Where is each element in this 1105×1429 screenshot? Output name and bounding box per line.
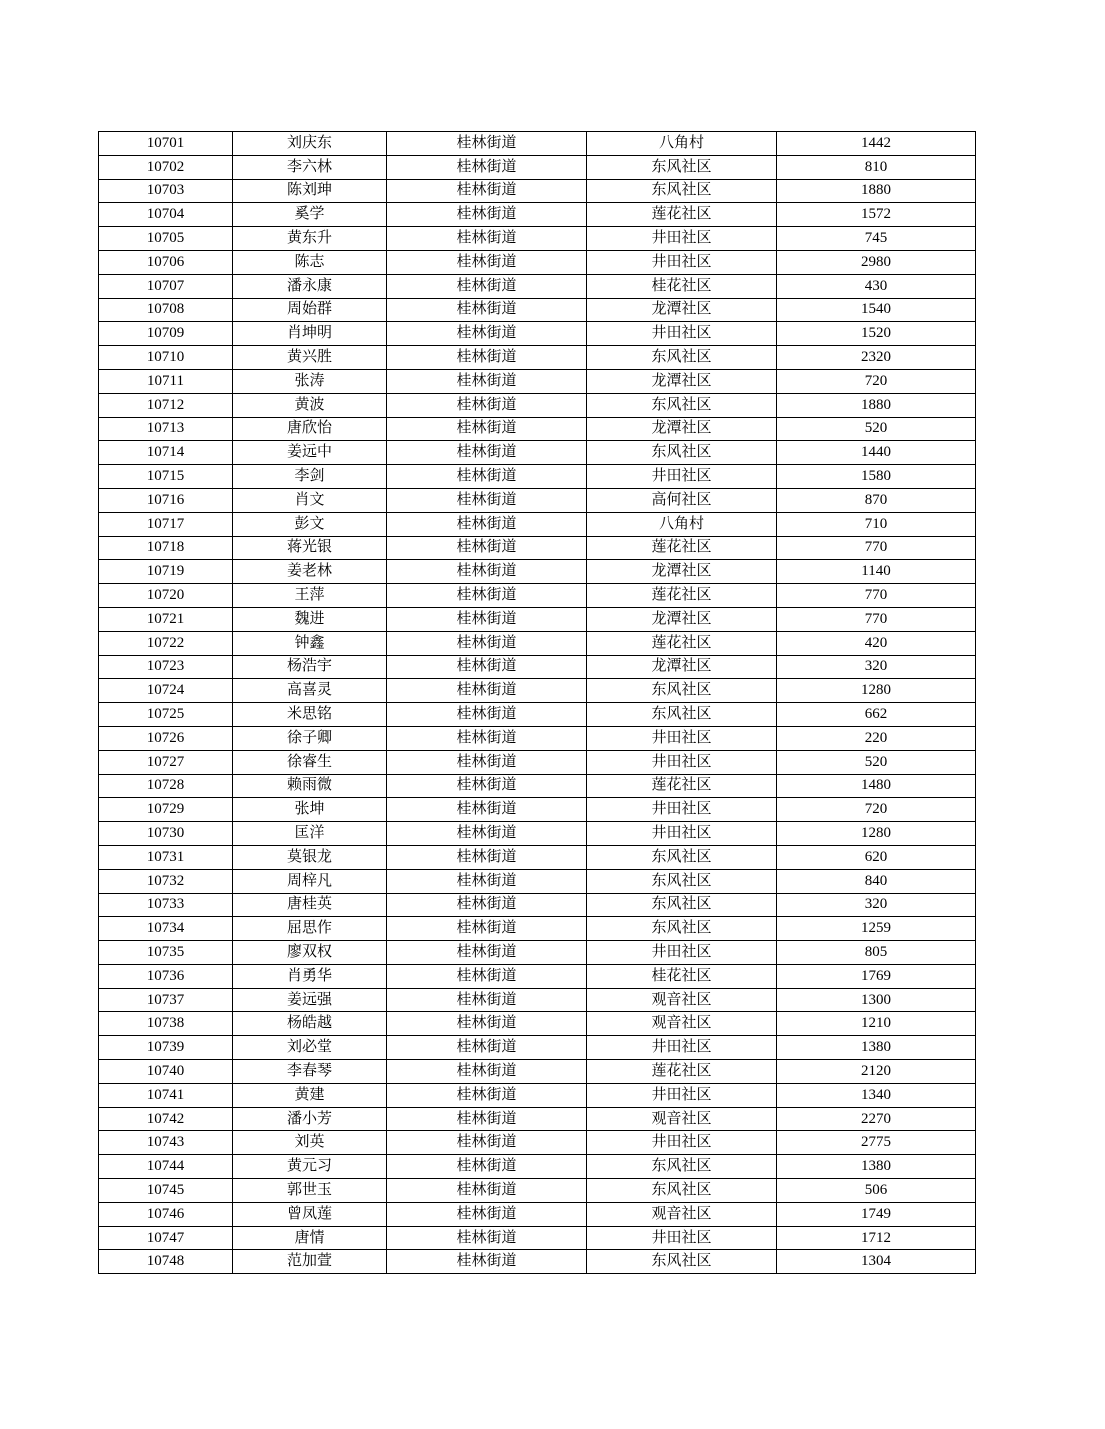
cell-name: 唐情	[233, 1226, 387, 1250]
cell-community: 井田社区	[587, 465, 777, 489]
cell-street: 桂林街道	[387, 369, 587, 393]
cell-amount: 320	[777, 655, 976, 679]
cell-name: 蒋光银	[233, 536, 387, 560]
cell-id: 10729	[99, 798, 233, 822]
cell-community: 井田社区	[587, 1083, 777, 1107]
cell-amount: 1380	[777, 1155, 976, 1179]
cell-community: 高何社区	[587, 488, 777, 512]
cell-name: 潘小芳	[233, 1107, 387, 1131]
cell-community: 龙潭社区	[587, 560, 777, 584]
cell-id: 10706	[99, 250, 233, 274]
table-row	[99, 1179, 976, 1203]
cell-street: 桂林街道	[387, 512, 587, 536]
table-row	[99, 655, 976, 679]
cell-name: 魏进	[233, 607, 387, 631]
cell-amount: 1340	[777, 1083, 976, 1107]
cell-amount: 1442	[777, 132, 976, 156]
cell-id: 10730	[99, 822, 233, 846]
table-row	[99, 393, 976, 417]
cell-community: 八角村	[587, 512, 777, 536]
cell-street: 桂林街道	[387, 346, 587, 370]
cell-community: 东风社区	[587, 1179, 777, 1203]
table-row	[99, 298, 976, 322]
cell-community: 观音社区	[587, 1202, 777, 1226]
cell-street: 桂林街道	[387, 1226, 587, 1250]
cell-street: 桂林街道	[387, 155, 587, 179]
cell-street: 桂林街道	[387, 845, 587, 869]
cell-name: 唐桂英	[233, 893, 387, 917]
table-row	[99, 679, 976, 703]
cell-amount: 1280	[777, 679, 976, 703]
cell-amount: 1380	[777, 1036, 976, 1060]
cell-community: 东风社区	[587, 679, 777, 703]
cell-community: 莲花社区	[587, 536, 777, 560]
table-row	[99, 726, 976, 750]
table-row	[99, 488, 976, 512]
table-row	[99, 869, 976, 893]
cell-community: 桂花社区	[587, 274, 777, 298]
table-row	[99, 1107, 976, 1131]
cell-street: 桂林街道	[387, 560, 587, 584]
cell-community: 东风社区	[587, 179, 777, 203]
cell-id: 10734	[99, 917, 233, 941]
cell-community: 井田社区	[587, 798, 777, 822]
cell-street: 桂林街道	[387, 1083, 587, 1107]
cell-community: 龙潭社区	[587, 298, 777, 322]
cell-id: 10736	[99, 964, 233, 988]
cell-name: 王萍	[233, 584, 387, 608]
cell-id: 10731	[99, 845, 233, 869]
cell-amount: 2775	[777, 1131, 976, 1155]
cell-community: 井田社区	[587, 227, 777, 251]
table-row	[99, 845, 976, 869]
cell-street: 桂林街道	[387, 298, 587, 322]
cell-id: 10718	[99, 536, 233, 560]
cell-name: 陈志	[233, 250, 387, 274]
cell-name: 肖文	[233, 488, 387, 512]
table-row	[99, 322, 976, 346]
cell-community: 莲花社区	[587, 584, 777, 608]
cell-street: 桂林街道	[387, 584, 587, 608]
cell-name: 杨皓越	[233, 1012, 387, 1036]
cell-amount: 220	[777, 726, 976, 750]
cell-street: 桂林街道	[387, 179, 587, 203]
cell-amount: 2120	[777, 1060, 976, 1084]
cell-id: 10742	[99, 1107, 233, 1131]
cell-name: 黄兴胜	[233, 346, 387, 370]
table-body	[99, 132, 976, 1274]
cell-id: 10722	[99, 631, 233, 655]
table-row	[99, 703, 976, 727]
table-row	[99, 441, 976, 465]
table-row	[99, 964, 976, 988]
cell-id: 10728	[99, 774, 233, 798]
cell-community: 桂花社区	[587, 964, 777, 988]
cell-amount: 1280	[777, 822, 976, 846]
cell-id: 10704	[99, 203, 233, 227]
cell-street: 桂林街道	[387, 1155, 587, 1179]
table-row	[99, 893, 976, 917]
cell-amount: 1769	[777, 964, 976, 988]
table-row	[99, 132, 976, 156]
cell-amount: 2980	[777, 250, 976, 274]
cell-amount: 840	[777, 869, 976, 893]
data-table	[98, 131, 976, 1274]
table-row	[99, 465, 976, 489]
cell-community: 龙潭社区	[587, 369, 777, 393]
cell-name: 高喜灵	[233, 679, 387, 703]
cell-id: 10710	[99, 346, 233, 370]
table-row	[99, 774, 976, 798]
cell-community: 井田社区	[587, 250, 777, 274]
cell-street: 桂林街道	[387, 227, 587, 251]
cell-amount: 2320	[777, 346, 976, 370]
table-row	[99, 203, 976, 227]
cell-street: 桂林街道	[387, 631, 587, 655]
cell-street: 桂林街道	[387, 488, 587, 512]
cell-amount: 720	[777, 798, 976, 822]
cell-street: 桂林街道	[387, 1060, 587, 1084]
cell-amount: 1140	[777, 560, 976, 584]
cell-id: 10715	[99, 465, 233, 489]
cell-name: 周始群	[233, 298, 387, 322]
table-row	[99, 155, 976, 179]
table-row	[99, 1131, 976, 1155]
cell-name: 莫银龙	[233, 845, 387, 869]
cell-name: 黄元习	[233, 1155, 387, 1179]
cell-id: 10748	[99, 1250, 233, 1274]
cell-name: 姜远中	[233, 441, 387, 465]
cell-street: 桂林街道	[387, 1107, 587, 1131]
cell-street: 桂林街道	[387, 536, 587, 560]
cell-name: 郭世玉	[233, 1179, 387, 1203]
cell-community: 莲花社区	[587, 1060, 777, 1084]
table-row	[99, 941, 976, 965]
cell-amount: 870	[777, 488, 976, 512]
table-row	[99, 798, 976, 822]
cell-street: 桂林街道	[387, 1012, 587, 1036]
cell-community: 观音社区	[587, 1012, 777, 1036]
table-row	[99, 346, 976, 370]
cell-street: 桂林街道	[387, 750, 587, 774]
cell-community: 东风社区	[587, 1155, 777, 1179]
cell-street: 桂林街道	[387, 703, 587, 727]
cell-id: 10738	[99, 1012, 233, 1036]
cell-street: 桂林街道	[387, 1179, 587, 1203]
cell-amount: 1572	[777, 203, 976, 227]
cell-name: 唐欣怡	[233, 417, 387, 441]
cell-community: 井田社区	[587, 1226, 777, 1250]
cell-name: 廖双权	[233, 941, 387, 965]
cell-community: 井田社区	[587, 726, 777, 750]
cell-id: 10707	[99, 274, 233, 298]
table-row	[99, 227, 976, 251]
cell-street: 桂林街道	[387, 1036, 587, 1060]
cell-id: 10741	[99, 1083, 233, 1107]
cell-community: 东风社区	[587, 869, 777, 893]
cell-id: 10724	[99, 679, 233, 703]
cell-amount: 420	[777, 631, 976, 655]
cell-id: 10726	[99, 726, 233, 750]
cell-id: 10721	[99, 607, 233, 631]
cell-community: 东风社区	[587, 155, 777, 179]
cell-id: 10712	[99, 393, 233, 417]
table-row	[99, 988, 976, 1012]
table-row	[99, 607, 976, 631]
cell-amount: 710	[777, 512, 976, 536]
cell-name: 刘英	[233, 1131, 387, 1155]
cell-id: 10713	[99, 417, 233, 441]
cell-name: 米思铭	[233, 703, 387, 727]
cell-community: 莲花社区	[587, 203, 777, 227]
cell-community: 东风社区	[587, 393, 777, 417]
cell-community: 井田社区	[587, 822, 777, 846]
cell-street: 桂林街道	[387, 1131, 587, 1155]
cell-street: 桂林街道	[387, 417, 587, 441]
cell-amount: 430	[777, 274, 976, 298]
cell-amount: 620	[777, 845, 976, 869]
cell-name: 黄建	[233, 1083, 387, 1107]
cell-name: 屈思作	[233, 917, 387, 941]
cell-amount: 1540	[777, 298, 976, 322]
cell-name: 肖勇华	[233, 964, 387, 988]
cell-amount: 520	[777, 417, 976, 441]
cell-name: 钟鑫	[233, 631, 387, 655]
cell-community: 东风社区	[587, 1250, 777, 1274]
cell-name: 刘必堂	[233, 1036, 387, 1060]
cell-street: 桂林街道	[387, 822, 587, 846]
cell-name: 黄东升	[233, 227, 387, 251]
cell-name: 姜老林	[233, 560, 387, 584]
cell-street: 桂林街道	[387, 893, 587, 917]
cell-street: 桂林街道	[387, 465, 587, 489]
cell-name: 潘永康	[233, 274, 387, 298]
cell-name: 李剑	[233, 465, 387, 489]
cell-community: 井田社区	[587, 941, 777, 965]
table-row	[99, 1083, 976, 1107]
cell-amount: 805	[777, 941, 976, 965]
cell-street: 桂林街道	[387, 441, 587, 465]
cell-community: 井田社区	[587, 1131, 777, 1155]
table-row	[99, 250, 976, 274]
cell-amount: 1880	[777, 179, 976, 203]
cell-id: 10727	[99, 750, 233, 774]
cell-id: 10735	[99, 941, 233, 965]
cell-name: 李六林	[233, 155, 387, 179]
cell-amount: 1259	[777, 917, 976, 941]
cell-street: 桂林街道	[387, 679, 587, 703]
table-row	[99, 536, 976, 560]
cell-amount: 1520	[777, 322, 976, 346]
cell-amount: 1880	[777, 393, 976, 417]
cell-community: 井田社区	[587, 322, 777, 346]
cell-amount: 1210	[777, 1012, 976, 1036]
cell-street: 桂林街道	[387, 869, 587, 893]
cell-id: 10743	[99, 1131, 233, 1155]
cell-name: 张坤	[233, 798, 387, 822]
cell-community: 东风社区	[587, 703, 777, 727]
cell-id: 10711	[99, 369, 233, 393]
cell-id: 10701	[99, 132, 233, 156]
table-row	[99, 274, 976, 298]
cell-community: 东风社区	[587, 893, 777, 917]
cell-street: 桂林街道	[387, 917, 587, 941]
cell-amount: 520	[777, 750, 976, 774]
table-row	[99, 1155, 976, 1179]
cell-name: 张涛	[233, 369, 387, 393]
table-row	[99, 369, 976, 393]
cell-name: 赖雨微	[233, 774, 387, 798]
table-row	[99, 1012, 976, 1036]
cell-amount: 1712	[777, 1226, 976, 1250]
table-row	[99, 750, 976, 774]
cell-id: 10702	[99, 155, 233, 179]
cell-id: 10716	[99, 488, 233, 512]
cell-id: 10723	[99, 655, 233, 679]
cell-name: 奚学	[233, 203, 387, 227]
cell-id: 10720	[99, 584, 233, 608]
cell-id: 10705	[99, 227, 233, 251]
cell-name: 曾凤莲	[233, 1202, 387, 1226]
cell-amount: 745	[777, 227, 976, 251]
cell-id: 10737	[99, 988, 233, 1012]
cell-street: 桂林街道	[387, 774, 587, 798]
table-row	[99, 560, 976, 584]
cell-id: 10714	[99, 441, 233, 465]
cell-amount: 770	[777, 584, 976, 608]
cell-id: 10733	[99, 893, 233, 917]
cell-community: 东风社区	[587, 441, 777, 465]
cell-street: 桂林街道	[387, 274, 587, 298]
cell-amount: 770	[777, 536, 976, 560]
cell-amount: 720	[777, 369, 976, 393]
table-row	[99, 1060, 976, 1084]
cell-street: 桂林街道	[387, 941, 587, 965]
cell-id: 10719	[99, 560, 233, 584]
cell-id: 10703	[99, 179, 233, 203]
cell-community: 东风社区	[587, 346, 777, 370]
cell-amount: 1304	[777, 1250, 976, 1274]
cell-amount: 662	[777, 703, 976, 727]
cell-id: 10740	[99, 1060, 233, 1084]
cell-street: 桂林街道	[387, 607, 587, 631]
cell-name: 李春琴	[233, 1060, 387, 1084]
cell-name: 杨浩宇	[233, 655, 387, 679]
cell-amount: 1580	[777, 465, 976, 489]
cell-street: 桂林街道	[387, 988, 587, 1012]
cell-amount: 506	[777, 1179, 976, 1203]
cell-community: 井田社区	[587, 1036, 777, 1060]
cell-id: 10739	[99, 1036, 233, 1060]
cell-community: 龙潭社区	[587, 655, 777, 679]
cell-street: 桂林街道	[387, 203, 587, 227]
table-row	[99, 917, 976, 941]
table-row	[99, 631, 976, 655]
cell-community: 龙潭社区	[587, 417, 777, 441]
cell-id: 10745	[99, 1179, 233, 1203]
cell-amount: 770	[777, 607, 976, 631]
cell-name: 姜远强	[233, 988, 387, 1012]
cell-street: 桂林街道	[387, 1250, 587, 1274]
cell-community: 莲花社区	[587, 774, 777, 798]
cell-name: 徐睿生	[233, 750, 387, 774]
cell-amount: 1440	[777, 441, 976, 465]
cell-name: 周梓凡	[233, 869, 387, 893]
cell-community: 观音社区	[587, 988, 777, 1012]
cell-id: 10708	[99, 298, 233, 322]
cell-community: 观音社区	[587, 1107, 777, 1131]
cell-name: 陈刘珅	[233, 179, 387, 203]
cell-name: 彭文	[233, 512, 387, 536]
table-row	[99, 417, 976, 441]
cell-id: 10747	[99, 1226, 233, 1250]
cell-amount: 1300	[777, 988, 976, 1012]
cell-id: 10725	[99, 703, 233, 727]
cell-amount: 810	[777, 155, 976, 179]
table-row	[99, 584, 976, 608]
table-row	[99, 1036, 976, 1060]
cell-id: 10717	[99, 512, 233, 536]
table-row	[99, 1226, 976, 1250]
cell-amount: 320	[777, 893, 976, 917]
cell-street: 桂林街道	[387, 250, 587, 274]
cell-community: 八角村	[587, 132, 777, 156]
cell-name: 刘庆东	[233, 132, 387, 156]
cell-community: 井田社区	[587, 750, 777, 774]
cell-street: 桂林街道	[387, 798, 587, 822]
cell-street: 桂林街道	[387, 132, 587, 156]
cell-id: 10744	[99, 1155, 233, 1179]
cell-street: 桂林街道	[387, 393, 587, 417]
cell-id: 10746	[99, 1202, 233, 1226]
table-row	[99, 512, 976, 536]
table-row	[99, 822, 976, 846]
cell-community: 东风社区	[587, 845, 777, 869]
table-row	[99, 1202, 976, 1226]
cell-name: 徐子卿	[233, 726, 387, 750]
cell-id: 10709	[99, 322, 233, 346]
cell-street: 桂林街道	[387, 1202, 587, 1226]
cell-name: 肖坤明	[233, 322, 387, 346]
cell-name: 匡洋	[233, 822, 387, 846]
cell-id: 10732	[99, 869, 233, 893]
cell-community: 东风社区	[587, 917, 777, 941]
cell-amount: 1749	[777, 1202, 976, 1226]
table-row	[99, 1250, 976, 1274]
cell-community: 龙潭社区	[587, 607, 777, 631]
cell-name: 黄波	[233, 393, 387, 417]
table-row	[99, 179, 976, 203]
cell-amount: 1480	[777, 774, 976, 798]
cell-street: 桂林街道	[387, 964, 587, 988]
cell-amount: 2270	[777, 1107, 976, 1131]
cell-name: 范加萱	[233, 1250, 387, 1274]
cell-street: 桂林街道	[387, 322, 587, 346]
cell-community: 莲花社区	[587, 631, 777, 655]
cell-street: 桂林街道	[387, 655, 587, 679]
cell-street: 桂林街道	[387, 726, 587, 750]
